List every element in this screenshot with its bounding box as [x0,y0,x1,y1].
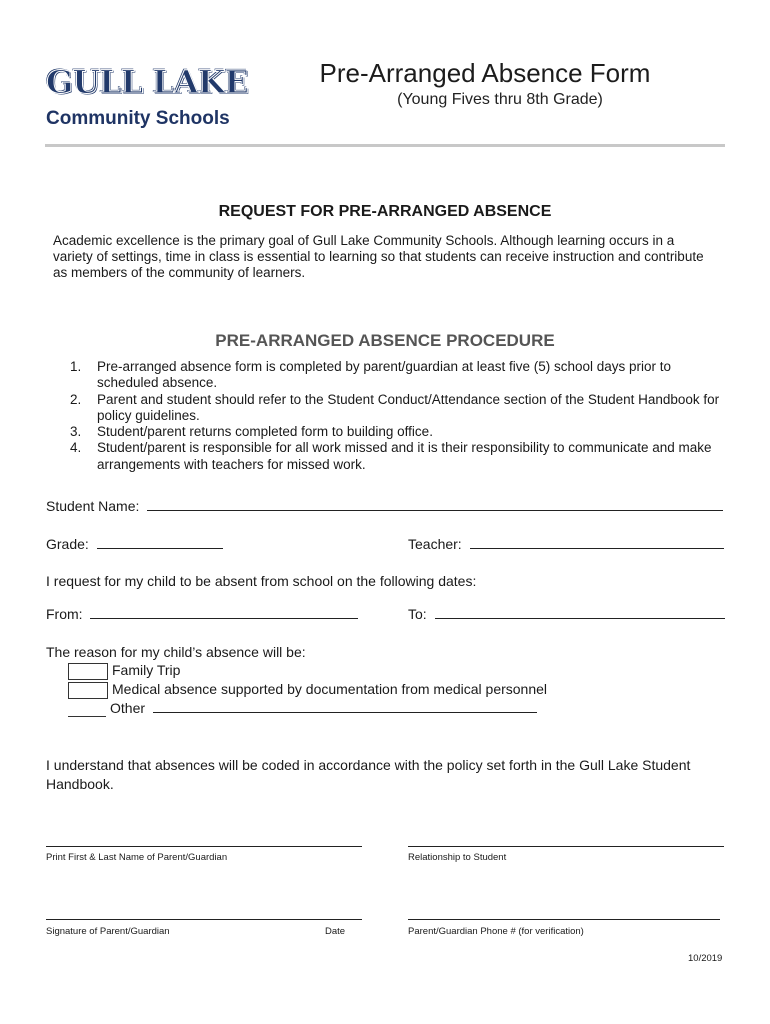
to-date-field[interactable] [435,606,725,619]
student-name-field[interactable] [147,498,723,511]
student-name-row [46,498,723,514]
student-name-label: Student Name: [46,498,140,514]
header-divider [45,144,725,147]
procedure-step [70,440,720,473]
step-text: Student/parent returns completed form to building office. [97,424,433,440]
phone-caption: Parent/Guardian Phone # (for verification) [408,926,584,937]
step-text: Student/parent is responsible for all work missed and it is their responsibility to communicate and make arrangements with teachers for missed work. [97,440,712,472]
to-row [408,606,725,622]
teacher-label: Teacher: [408,536,462,552]
option-family-trip [68,661,180,680]
to-label: To: [408,606,427,622]
step-number: 2. [70,391,82,407]
procedure-step [70,424,720,440]
procedure-step [70,392,720,425]
grade-field[interactable] [97,536,223,549]
print-name-caption: Print First & Last Name of Parent/Guardian [46,852,228,863]
family-trip-checkbox[interactable] [68,663,108,680]
option-label: Medical absence supported by documentation from medical personnel [112,681,548,697]
logo-wordmark [46,60,248,104]
step-number: 4. [70,440,82,456]
option-other [68,699,537,718]
intro-paragraph: Academic excellence is the primary goal of Gull Lake Community Schools. Although learning occurs in a variety of settings, time in class is essential to learning so that students can receive instruction and contribute as members of the community of learners. [53,233,704,280]
other-reason-field[interactable] [153,700,537,713]
procedure-heading: PRE-ARRANGED ABSENCE PROCEDURE [215,331,555,350]
other-checkbox[interactable] [68,701,106,717]
date-caption: Date [325,926,346,937]
teacher-field[interactable] [470,536,724,549]
request-heading: REQUEST FOR PRE-ARRANGED ABSENCE [218,203,552,220]
reason-label: The reason for my child’s absence will be: [46,644,306,660]
medical-checkbox[interactable] [68,682,108,699]
print-name-line[interactable] [46,846,362,847]
grade-row [46,536,223,552]
signature-line[interactable] [46,919,362,920]
form-title: Pre-Arranged Absence Form [319,58,651,88]
form-subtitle: (Young Fives thru 8th Grade) [397,91,603,108]
teacher-row [408,536,724,552]
procedure-steps [70,359,720,473]
logo-word-lake: LAKE [152,63,248,101]
procedure-step [70,359,720,392]
from-label: From: [46,606,83,622]
request-dates-text: I request for my child to be absent from school on the following dates: [46,573,477,589]
option-medical [68,680,547,699]
step-number: 1. [70,359,82,374]
acknowledgement-text: I understand that absences will be coded in accordance with the policy set forth in the Gull Lake Student Handbook. [46,757,691,792]
relationship-line[interactable] [408,846,724,847]
phone-line[interactable] [408,919,720,920]
option-label: Other [110,700,146,716]
option-label: Family Trip [112,662,181,678]
step-number: 3. [70,424,82,440]
from-date-field[interactable] [90,606,358,619]
gull-lake-logo [46,60,246,134]
from-row [46,606,358,622]
logo-word-gull: GULL [46,63,143,101]
step-text: Parent and student should refer to the Student Conduct/Attendance section of the Student Handbook for policy guidelines. [97,391,720,423]
logo-subtitle: Community Schools [46,108,230,129]
revision-date: 10/2019 [688,953,723,964]
signature-caption: Signature of Parent/Guardian [46,926,170,937]
relationship-caption: Relationship to Student [408,852,507,863]
grade-label: Grade: [46,536,89,552]
step-text: Pre-arranged absence form is completed by parent/guardian at least five (5) school days prior to scheduled absence. [97,359,672,391]
